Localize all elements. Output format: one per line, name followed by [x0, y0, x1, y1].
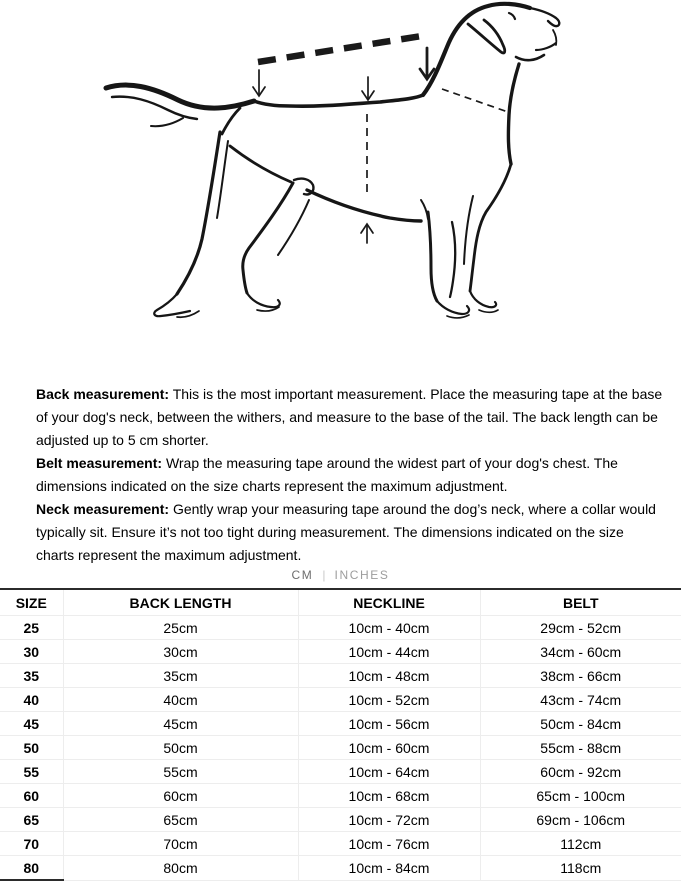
back-length-cell: 65cm [63, 808, 298, 832]
instruction-text-neck: Gently wrap your measuring tape around the dog’s neck, where a collar would typically sit. Ensure it’s not too tight during measurement. The dimensions indicated on the size charts represent the maximum adjustment. [36, 501, 656, 563]
column-header-back-length: BACK LENGTH [63, 589, 298, 616]
size-cell: 45 [0, 712, 63, 736]
belt-cell: 112cm [480, 832, 681, 856]
belt-cell: 34cm - 60cm [480, 640, 681, 664]
column-header-size: SIZE [0, 589, 63, 616]
size-cell: 25 [0, 616, 63, 640]
dog-measurement-diagram [0, 0, 681, 355]
belt-cell: 65cm - 100cm [480, 784, 681, 808]
back-length-cell: 40cm [63, 688, 298, 712]
neckline-cell: 10cm - 68cm [298, 784, 480, 808]
column-header-neckline: NECKLINE [298, 589, 480, 616]
instruction-text-belt: Wrap the measuring tape around the widest part of your dog's chest. The dimensions indicated on the size charts represent the maximum adjustment. [36, 455, 618, 494]
down-arrow-neck-base-icon [420, 48, 434, 79]
down-arrow-tail-base-icon [253, 70, 265, 96]
neck-measurement-dashed-line [442, 89, 508, 112]
neckline-cell: 10cm - 40cm [298, 616, 480, 640]
neckline-cell: 10cm - 48cm [298, 664, 480, 688]
back-length-cell: 60cm [63, 784, 298, 808]
column-header-belt: BELT [480, 589, 681, 616]
size-cell: 60 [0, 784, 63, 808]
belt-cell: 60cm - 92cm [480, 760, 681, 784]
unit-option-cm[interactable]: CM [291, 568, 314, 582]
belt-cell: 38cm - 66cm [480, 664, 681, 688]
size-table-row [0, 640, 681, 664]
instruction-label-neck: Neck measurement: [36, 501, 170, 517]
size-table-row [0, 832, 681, 856]
size-guide-figure [0, 0, 681, 355]
size-cell: 40 [0, 688, 63, 712]
back-length-cell: 55cm [63, 760, 298, 784]
size-table-row [0, 688, 681, 712]
down-arrow-middle-icon [362, 77, 374, 100]
back-measurement-dashed-line [258, 35, 428, 62]
instruction-paragraph-neck [36, 498, 664, 567]
back-length-cell: 50cm [63, 736, 298, 760]
size-table-row [0, 712, 681, 736]
size-table-row [0, 760, 681, 784]
size-table-row [0, 808, 681, 832]
neckline-cell: 10cm - 72cm [298, 808, 480, 832]
size-table-header-row [0, 589, 681, 616]
neckline-cell: 10cm - 56cm [298, 712, 480, 736]
instruction-label-belt: Belt measurement: [36, 455, 163, 471]
measurement-instructions [36, 383, 664, 567]
size-table-row [0, 856, 681, 881]
back-length-cell: 25cm [63, 616, 298, 640]
unit-option-inches[interactable]: INCHES [334, 568, 390, 582]
size-table-body [0, 616, 681, 881]
size-cell: 30 [0, 640, 63, 664]
neckline-cell: 10cm - 84cm [298, 856, 480, 881]
size-cell: 35 [0, 664, 63, 688]
instruction-label-back: Back measurement: [36, 386, 170, 402]
neckline-cell: 10cm - 64cm [298, 760, 480, 784]
size-table-row [0, 784, 681, 808]
instruction-paragraph-belt [36, 452, 664, 498]
belt-cell: 29cm - 52cm [480, 616, 681, 640]
instruction-text-back: This is the most important measurement. Place the measuring tape at the base of your dog's neck, between the withers, and measure to the base of the tail. The back length can be adjusted up to 5 cm shorter. [36, 386, 663, 448]
size-table-row [0, 616, 681, 640]
belt-cell: 50cm - 84cm [480, 712, 681, 736]
neckline-cell: 10cm - 76cm [298, 832, 480, 856]
back-length-cell: 30cm [63, 640, 298, 664]
unit-toggle-divider: | [322, 568, 326, 582]
size-cell: 80 [0, 856, 63, 881]
instruction-paragraph-back [36, 383, 664, 452]
size-cell: 55 [0, 760, 63, 784]
size-table [0, 588, 681, 881]
size-cell: 70 [0, 832, 63, 856]
back-length-cell: 45cm [63, 712, 298, 736]
neckline-cell: 10cm - 60cm [298, 736, 480, 760]
back-length-cell: 70cm [63, 832, 298, 856]
neckline-cell: 10cm - 52cm [298, 688, 480, 712]
size-cell: 50 [0, 736, 63, 760]
back-length-cell: 80cm [63, 856, 298, 881]
neckline-cell: 10cm - 44cm [298, 640, 480, 664]
size-table-row [0, 736, 681, 760]
unit-toggle [0, 568, 681, 582]
belt-cell: 69cm - 106cm [480, 808, 681, 832]
up-arrow-belly-icon [361, 224, 373, 243]
belt-cell: 55cm - 88cm [480, 736, 681, 760]
back-length-cell: 35cm [63, 664, 298, 688]
belt-cell: 118cm [480, 856, 681, 881]
belt-cell: 43cm - 74cm [480, 688, 681, 712]
size-cell: 65 [0, 808, 63, 832]
size-table-row [0, 664, 681, 688]
